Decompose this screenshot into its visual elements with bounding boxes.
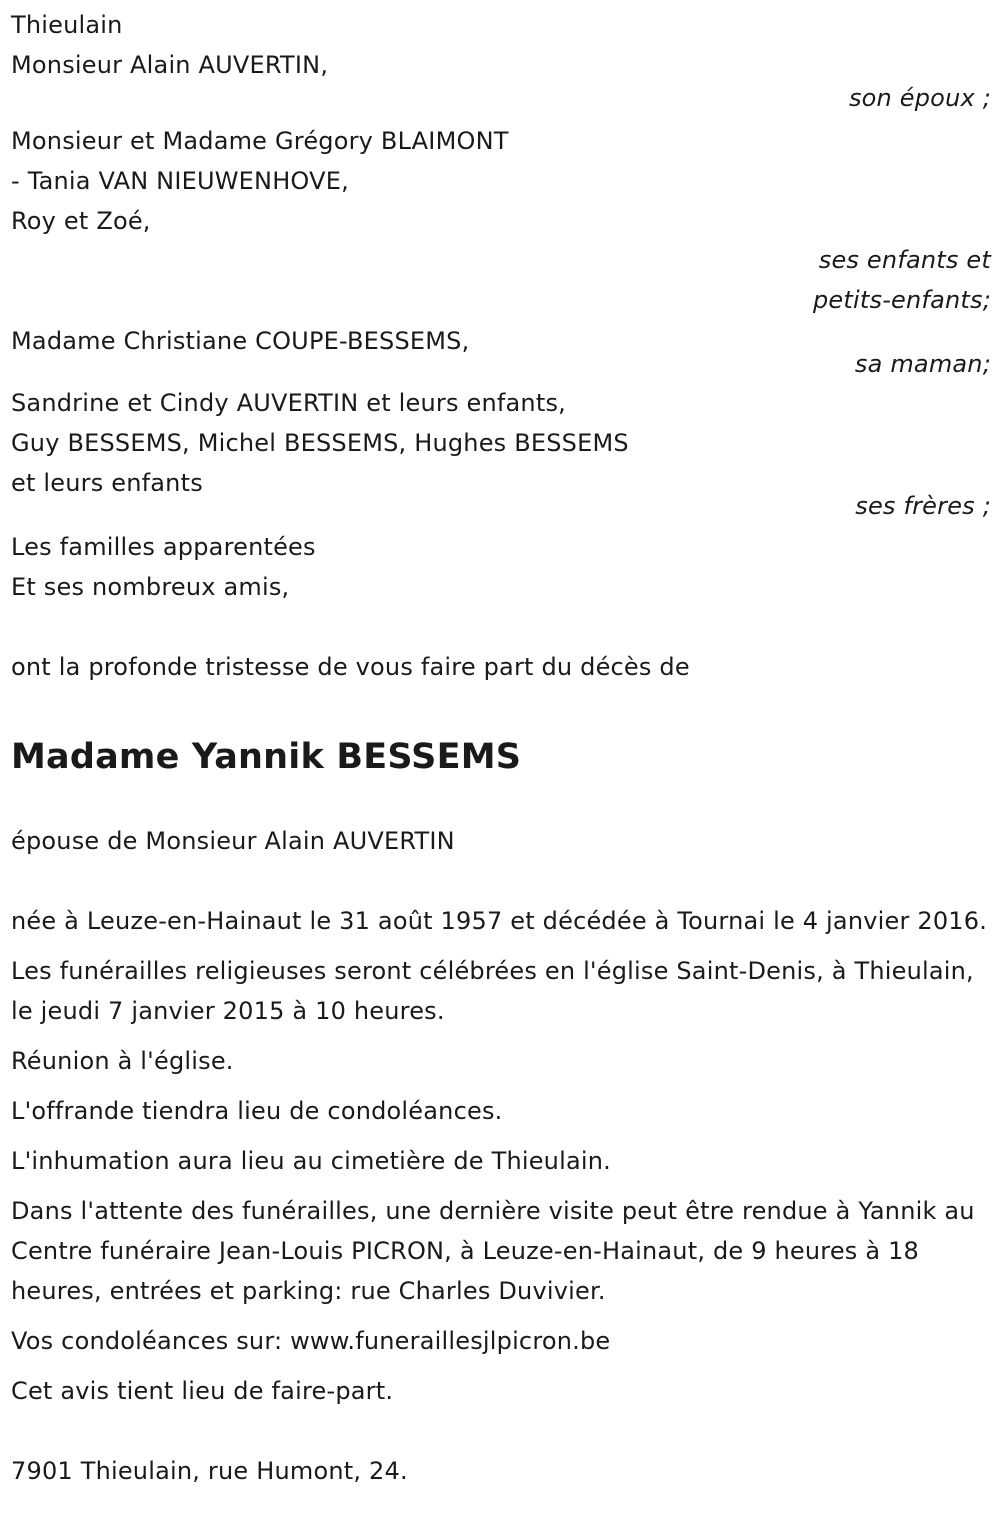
- relation-label: petits-enfants;: [813, 286, 991, 314]
- offering-paragraph: L'offrande tiendra lieu de condoléances.: [11, 1097, 503, 1125]
- obituary-notice: [11, 5, 991, 1491]
- details-section: [11, 901, 991, 1411]
- address-line: 7901 Thieulain, rue Humont, 24.: [11, 1457, 408, 1485]
- family-member-line: Et ses nombreux amis,: [11, 573, 290, 601]
- relation-label: son époux ;: [848, 84, 991, 112]
- spouse-line: épouse de Monsieur Alain AUVERTIN: [11, 827, 455, 855]
- funeral-paragraph: Les funérailles religieuses seront célébrées en l'église Saint-Denis, à Thieulain, le jeudi 7 janvier 2015 à 10 heures.: [11, 957, 974, 1025]
- family-member-line: Roy et Zoé,: [11, 207, 151, 235]
- family-member-line: - Tania VAN NIEUWENHOVE,: [11, 167, 349, 195]
- notice-paragraph: Cet avis tient lieu de faire-part.: [11, 1377, 394, 1405]
- birth-death-paragraph: née à Leuze-en-Hainaut le 31 août 1957 et décédée à Tournai le 4 janvier 2016.: [11, 907, 988, 935]
- family-group-spouse: [11, 45, 991, 118]
- place-header: Thieulain: [11, 11, 123, 39]
- family-member-line: Madame Christiane COUPE-BESSEMS,: [11, 327, 470, 355]
- family-member-line: Les familles apparentées: [11, 533, 316, 561]
- burial-paragraph: L'inhumation aura lieu au cimetière de Thieulain.: [11, 1147, 611, 1175]
- family-member-line: et leurs enfants: [11, 469, 203, 497]
- announcement-text: ont la profonde tristesse de vous faire part du décès de: [11, 653, 690, 681]
- family-member-line: Sandrine et Cindy AUVERTIN et leurs enfants,: [11, 389, 566, 417]
- meeting-paragraph: Réunion à l'église.: [11, 1047, 234, 1075]
- relation-label: ses enfants et: [818, 246, 991, 274]
- condolences-paragraph: Vos condoléances sur: www.funeraillesjlpicron.be: [11, 1327, 611, 1355]
- family-member-line: Monsieur et Madame Grégory BLAIMONT: [11, 127, 509, 155]
- family-member-line: Guy BESSEMS, Michel BESSEMS, Hughes BESSEMS: [11, 429, 629, 457]
- family-group-siblings: [11, 383, 991, 526]
- family-group-mother: [11, 321, 991, 384]
- visitation-paragraph: Dans l'attente des funérailles, une dernière visite peut être rendue à Yannik au Centre funéraire Jean-Louis PICRON, à Leuze-en-Hainaut, de 9 heures à 18 heures, entrées et parking: rue Charles Duvivier.: [11, 1197, 975, 1305]
- deceased-name: Madame Yannik BESSEMS: [11, 737, 522, 777]
- relation-label: sa maman;: [854, 350, 991, 378]
- family-group-children: [11, 121, 991, 320]
- family-member-line: Monsieur Alain AUVERTIN,: [11, 51, 329, 79]
- family-group-relatives: [11, 527, 991, 607]
- relation-label: ses frères ;: [855, 492, 991, 520]
